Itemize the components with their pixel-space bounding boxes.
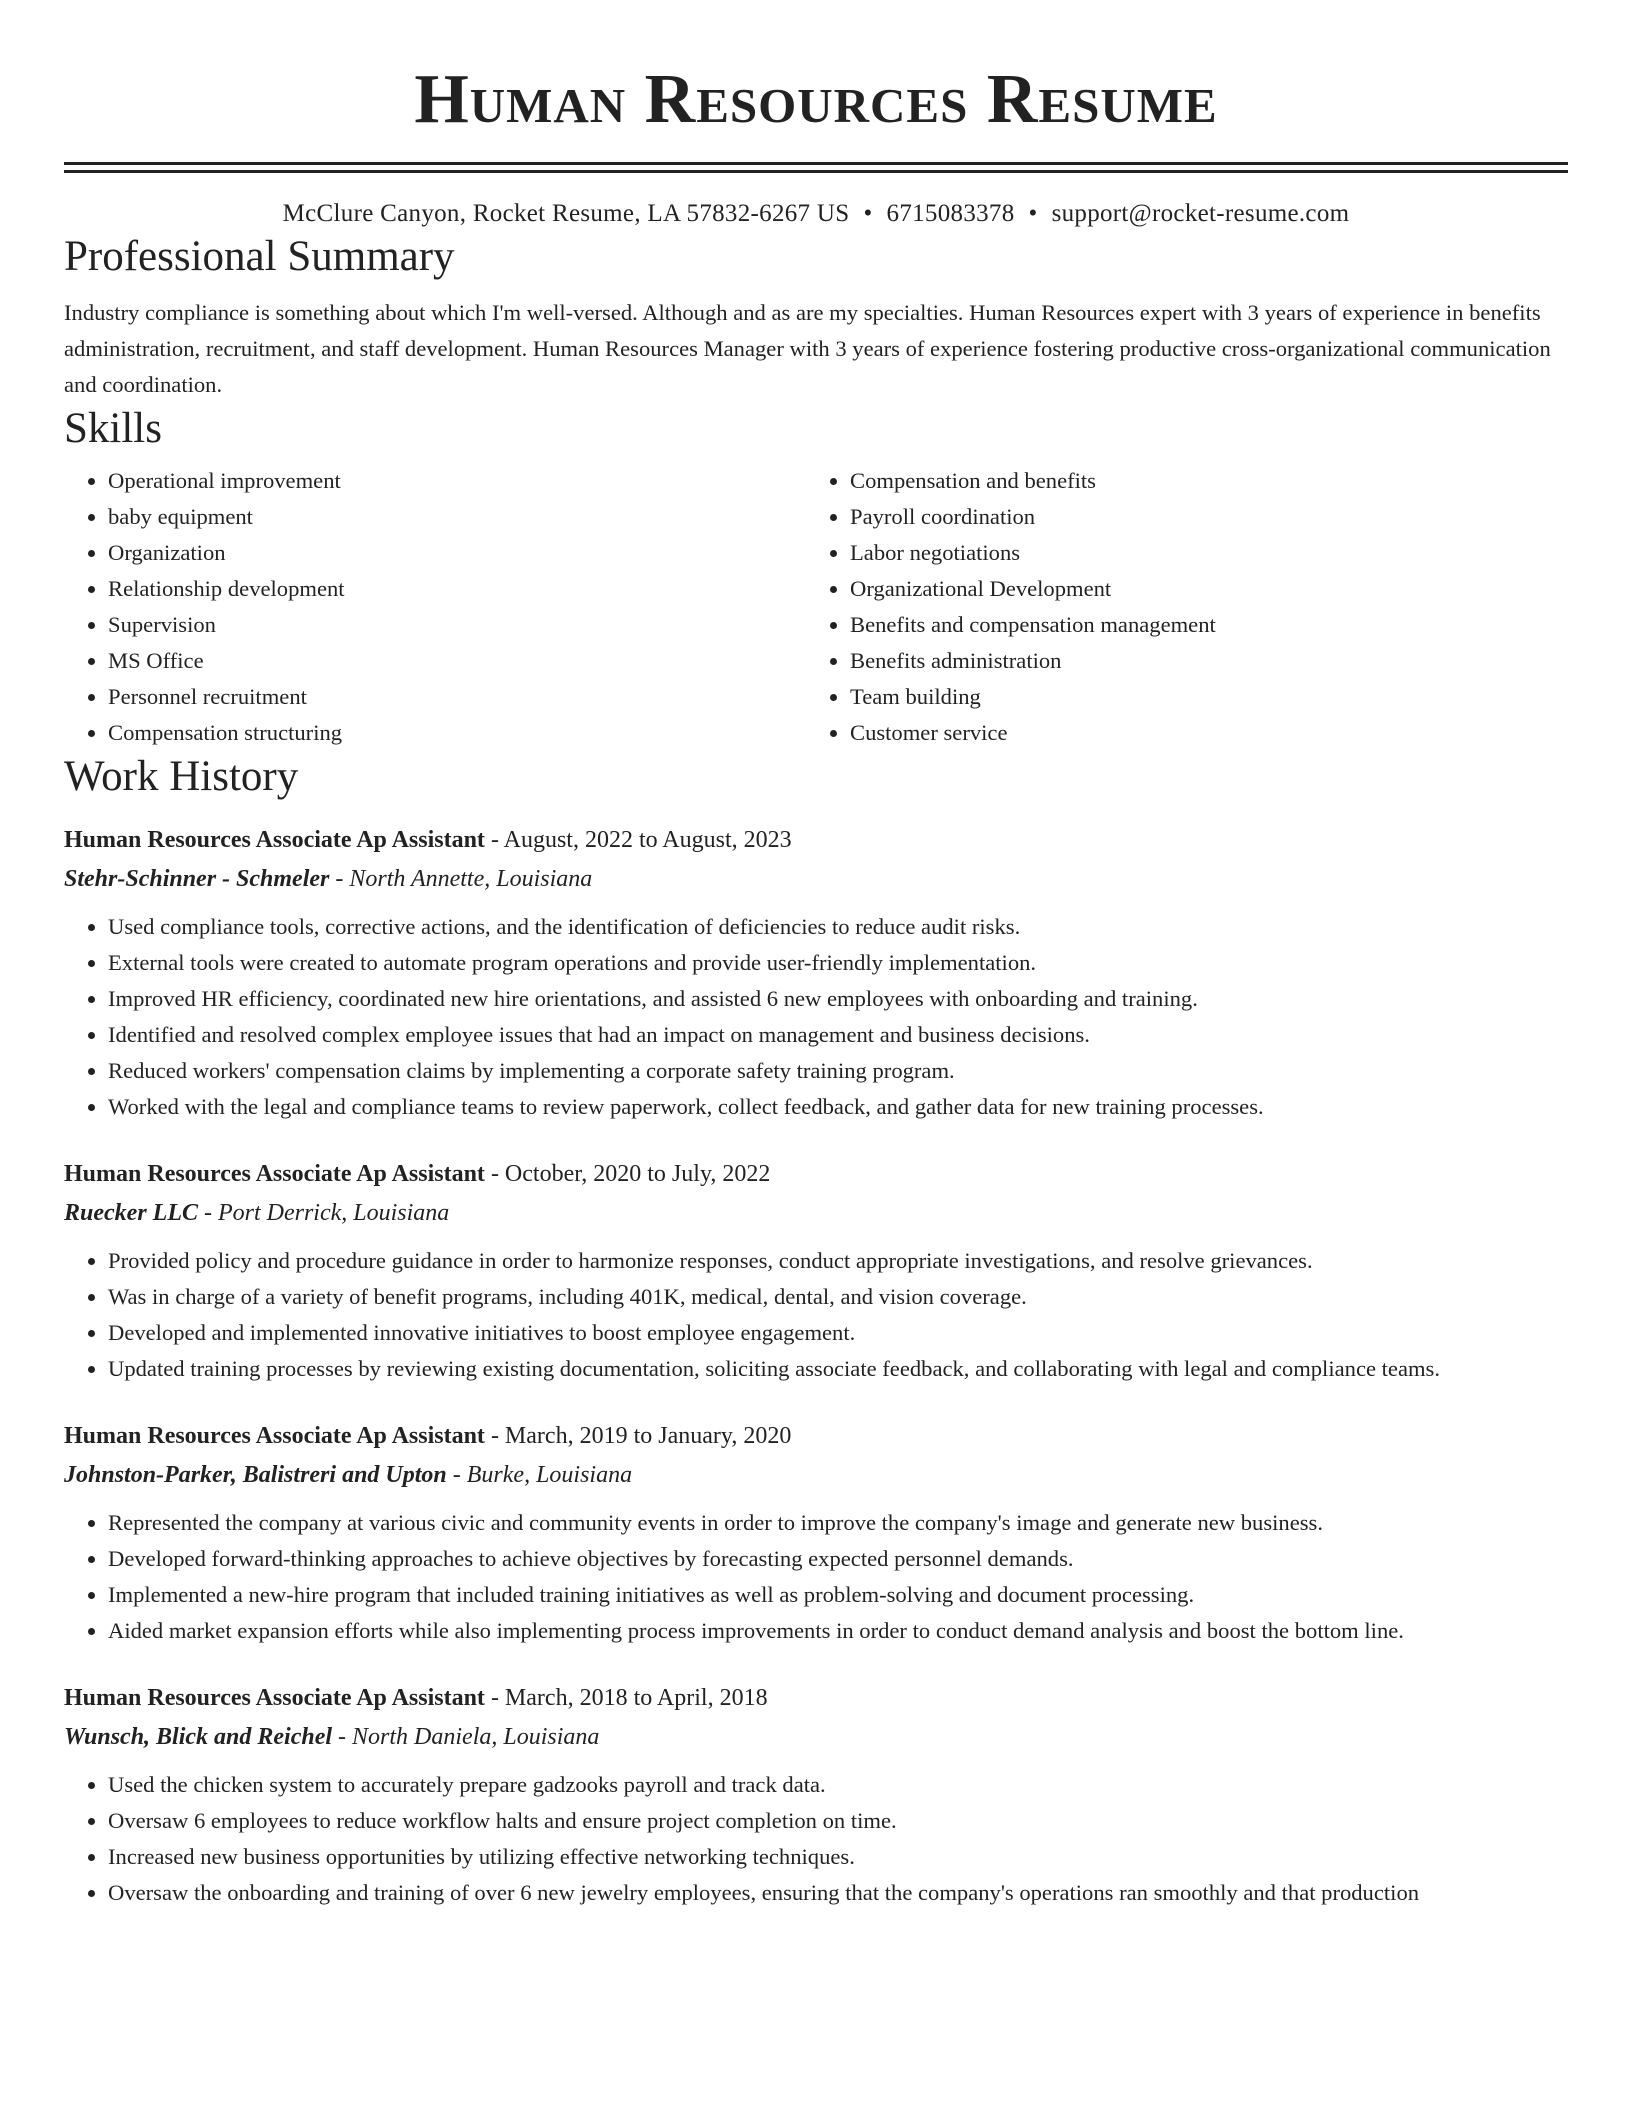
job-duty: • External tools were created to automate program operations and provide user-friendly implementation.	[108, 945, 1568, 981]
job-duty: • Aided market expansion efforts while also implementing process improvements in order to conduct demand analysis and boost the bottom line.	[108, 1613, 1568, 1649]
skills-heading: Skills	[64, 405, 162, 452]
job-duties	[64, 1243, 1568, 1387]
skill-item: • MS Office	[108, 643, 806, 679]
job-entry	[64, 1417, 1568, 1649]
job-dates: - March, 2019 to January, 2020	[484, 1423, 792, 1449]
skill-item: • Compensation and benefits	[850, 463, 1548, 499]
job-title: Human Resources Associate Ap Assistant	[64, 1161, 485, 1187]
job-duty: • Increased new business opportunities by utilizing effective networking techniques.	[108, 1839, 1568, 1875]
job-title: Human Resources Associate Ap Assistant	[64, 1685, 485, 1711]
job-company-line	[64, 1718, 1568, 1757]
job-entry	[64, 1155, 1568, 1387]
job-title: Human Resources Associate Ap Assistant	[64, 827, 485, 853]
job-company: Johnston-Parker, Balistreri and Upton	[64, 1462, 447, 1488]
contact-phone: 6715083378	[886, 200, 1015, 227]
skill-item: • Supervision	[108, 607, 806, 643]
job-duty: • Developed and implemented innovative initiatives to boost employee engagement.	[108, 1315, 1568, 1351]
skill-item: • Labor negotiations	[850, 535, 1548, 571]
skills-list	[64, 463, 1568, 751]
contact-separator: •	[1028, 200, 1038, 227]
skill-item: • Organization	[108, 535, 806, 571]
contact-line	[64, 197, 1568, 231]
job-company-line	[64, 1194, 1568, 1233]
job-dates: - March, 2018 to April, 2018	[484, 1685, 768, 1711]
job-duty: • Provided policy and procedure guidance in order to harmonize responses, conduct appropriate investigations, and resolve grievances.	[108, 1243, 1568, 1279]
job-duty: • Represented the company at various civic and community events in order to improve the company's image and generate new business.	[108, 1505, 1568, 1541]
skill-item: • Payroll coordination	[850, 499, 1548, 535]
contact-address: McClure Canyon, Rocket Resume, LA 57832-6267 US	[282, 200, 850, 227]
job-header	[64, 1679, 1568, 1718]
skill-item: • Compensation structuring	[108, 715, 806, 751]
job-company: Wunsch, Blick and Reichel	[64, 1724, 333, 1750]
job-header	[64, 1155, 1568, 1194]
contact-separator: •	[863, 200, 873, 227]
skills-column-right	[806, 463, 1548, 751]
work-history-heading: Work History	[64, 753, 299, 800]
skill-item: • Organizational Development	[850, 571, 1548, 607]
job-duty: • Improved HR efficiency, coordinated new hire orientations, and assisted 6 new employees with onboarding and training.	[108, 981, 1568, 1017]
title-divider	[64, 162, 1568, 165]
skill-item: • Operational improvement	[108, 463, 806, 499]
job-duty: • Developed forward-thinking approaches to achieve objectives by forecasting expected personnel demands.	[108, 1541, 1568, 1577]
contact-email: support@rocket-resume.com	[1051, 200, 1350, 227]
job-duty: • Updated training processes by reviewing existing documentation, soliciting associate feedback, and collaborating with legal and compliance teams.	[108, 1351, 1568, 1387]
job-location: - North Annette, Louisiana	[329, 866, 593, 892]
job-header	[64, 821, 1568, 860]
summary-heading: Professional Summary	[64, 233, 455, 280]
job-duty: • Oversaw 6 employees to reduce workflow halts and ensure project completion on time.	[108, 1803, 1568, 1839]
job-location: - Burke, Louisiana	[446, 1462, 633, 1488]
skill-item: • Relationship development	[108, 571, 806, 607]
skill-item: • baby equipment	[108, 499, 806, 535]
job-company: Stehr-Schinner - Schmeler	[64, 866, 330, 892]
job-duties	[64, 1505, 1568, 1649]
job-location: - North Daniela, Louisiana	[332, 1724, 600, 1750]
resume-page	[64, 0, 1568, 1911]
skill-item: • Benefits and compensation management	[850, 607, 1548, 643]
job-duty: • Oversaw the onboarding and training of over 6 new jewelry employees, ensuring that the company's operations ran smoothly and that production	[108, 1875, 1568, 1911]
job-duty: • Used the chicken system to accurately prepare gadzooks payroll and track data.	[108, 1767, 1568, 1803]
job-company: Ruecker LLC	[64, 1200, 198, 1226]
job-duties	[64, 909, 1568, 1125]
job-duty: • Identified and resolved complex employee issues that had an impact on management and business decisions.	[108, 1017, 1568, 1053]
job-entry	[64, 821, 1568, 1125]
resume-title: Human Resources Resume	[414, 61, 1218, 138]
job-duty: • Reduced workers' compensation claims by implementing a corporate safety training program.	[108, 1053, 1568, 1089]
skills-column-left	[64, 463, 806, 751]
job-entry	[64, 1679, 1568, 1911]
skill-item: • Customer service	[850, 715, 1548, 751]
job-title: Human Resources Associate Ap Assistant	[64, 1423, 485, 1449]
job-header	[64, 1417, 1568, 1456]
job-dates: - October, 2020 to July, 2022	[484, 1161, 771, 1187]
job-company-line	[64, 860, 1568, 899]
job-duty: • Implemented a new-hire program that included training initiatives as well as problem-solving and document processing.	[108, 1577, 1568, 1613]
summary-text: Industry compliance is something about which I'm well-versed. Although and as are my specialties. Human Resources expert with 3 years of experience in benefits administration, recruitment, and staff development. Human Resources Manager with 3 years of experience fostering productive cross-organizational communication and coordination.	[64, 300, 1551, 397]
job-duty: • Was in charge of a variety of benefit programs, including 401K, medical, dental, and vision coverage.	[108, 1279, 1568, 1315]
job-duties	[64, 1767, 1568, 1911]
skill-item: • Benefits administration	[850, 643, 1548, 679]
skill-item: • Team building	[850, 679, 1548, 715]
job-duty: • Worked with the legal and compliance teams to review paperwork, collect feedback, and gather data for new training processes.	[108, 1089, 1568, 1125]
job-location: - Port Derrick, Louisiana	[197, 1200, 450, 1226]
skill-item: • Personnel recruitment	[108, 679, 806, 715]
job-company-line	[64, 1456, 1568, 1495]
job-duty: • Used compliance tools, corrective actions, and the identification of deficiencies to reduce audit risks.	[108, 909, 1568, 945]
job-dates: - August, 2022 to August, 2023	[484, 827, 792, 853]
